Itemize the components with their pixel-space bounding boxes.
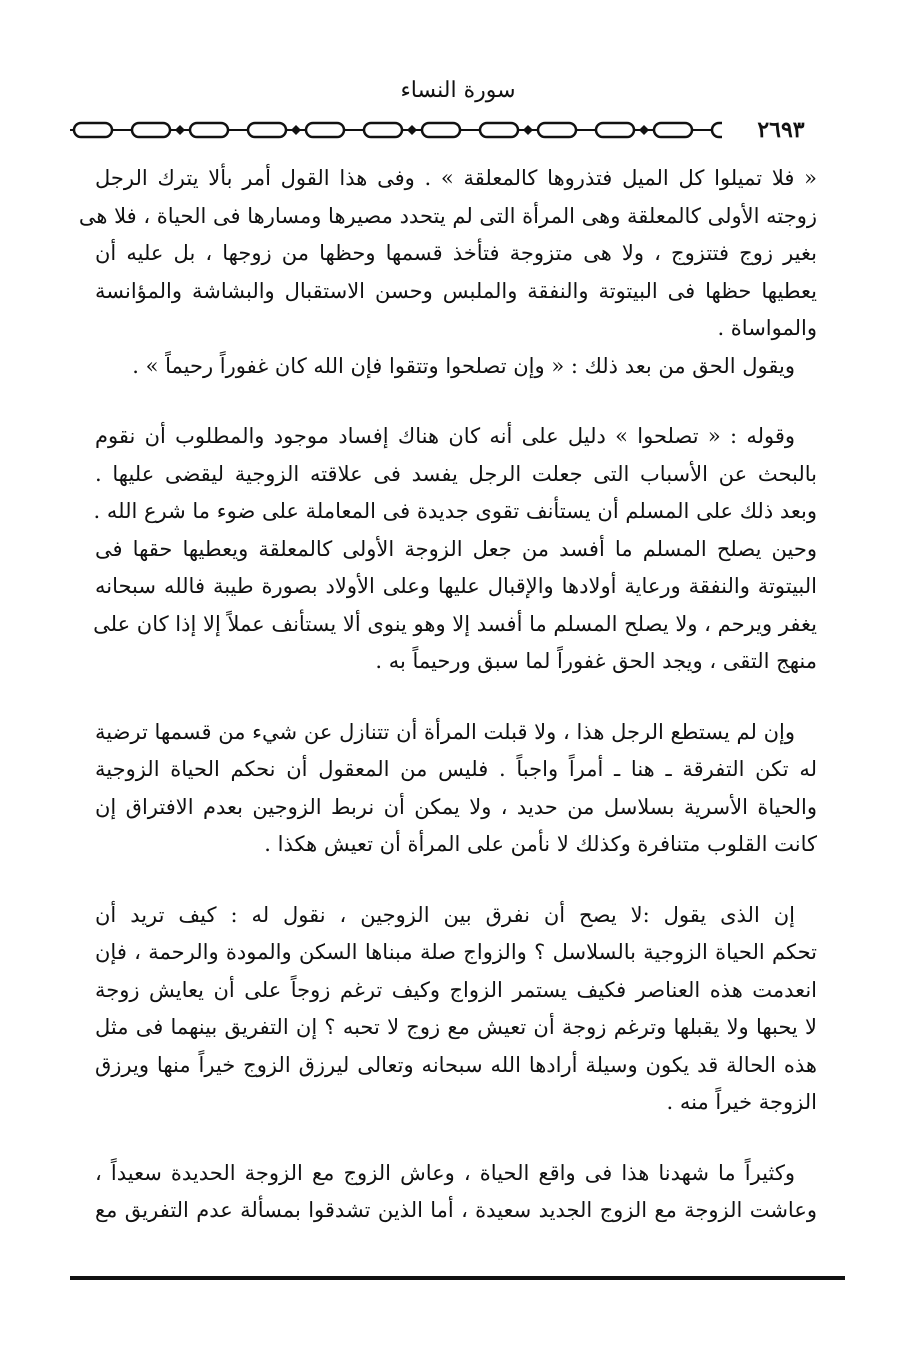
text-line: انعدمت هذه العناصر فكيف يستمر الزواج وكيف ترغم زوجاً على أن يعايش زوجة xyxy=(95,977,817,1002)
paragraph-2 xyxy=(95,418,817,681)
paragraph-5 xyxy=(95,1155,817,1230)
text-line: إن الذى يقول :لا يصح أن نفرق بين الزوجين ، نقول له : كيف تريد أن xyxy=(95,902,795,927)
text-line: بالبحث عن الأسباب التى جعلت الرجل يفسد فى علاقته الزوجية ليقضى عليها . xyxy=(95,461,817,486)
text-line: وبعد ذلك على المسلم أن يستأنف تقوى جديدة فى المعاملة على ضوء ما شرع الله . xyxy=(93,499,817,523)
text-line: زوجته الأولى كالمعلقة وهى المرأة التى لم يتحدد مصيرها ومسارها فى الحياة ، فلا هى xyxy=(78,203,817,228)
text-line: والمواساة . xyxy=(717,316,817,340)
text-line: « فلا تميلوا كل الميل فتذروها كالمعلقة » . وفى هذا القول أمر بألا يترك الرجل xyxy=(95,166,817,190)
text-line: يعطيها حظها فى البيتوتة والنفقة والملبس وحسن الاستقبال والبشاشة والمؤانسة xyxy=(95,278,817,303)
page-number: ٢٦٩٣ xyxy=(722,118,840,142)
footer-rule xyxy=(70,1276,845,1280)
text-line: وحين يصلح المسلم ما أفسد من جعل الزوجة الأولى كالمعلقة ويعطيها حقها فى xyxy=(95,536,817,561)
text-line: وإن لم يستطع الرجل هذا ، ولا قبلت المرأة أن تتنازل عن شيء من قسمها ترضية xyxy=(95,719,795,744)
text-line: منهج التقى ، ويجد الحق غفوراً لما سبق ورحيماً به . xyxy=(375,649,817,673)
paragraph-4 xyxy=(95,897,817,1122)
text-line: وعاشت الزوجة مع الزوج الجديد سعيدة ، أما الذين تشدقوا بمسألة عدم التفريق مع xyxy=(95,1198,817,1222)
text-line: الزوجة خيراً منه . xyxy=(666,1090,817,1114)
text-line: يغفر ويرحم ، ولا يصلح المسلم ما أفسد إلا وهو ينوى ألا يستأنف عملاً إلا إذا كان على xyxy=(93,611,817,636)
paragraph-3 xyxy=(95,714,817,864)
text-line: كانت القلوب متنافرة وكذلك لا نأمن على المرأة أن تعيش هكذا . xyxy=(264,832,817,856)
text-line: وقوله : « تصلحوا » دليل على أنه كان هناك إفساد موجود والمطلوب أن نقوم xyxy=(95,424,795,448)
text-line: البيتوتة والنفقة ورعاية أولادها والإقبال عليها وعلى الأولاد بصورة طيبة فالله سبحانه xyxy=(95,574,817,598)
text-line: له تكن التفرقة ـ هنا ـ أمراً واجباً . فليس من المعقول أن نحكم الحياة الزوجية xyxy=(95,757,817,781)
text-line: وكثيراً ما شهدنا هذا فى واقع الحياة ، وعاش الزوج مع الزوجة الحديدة سعيداً ، xyxy=(95,1160,795,1185)
text-line: هذه الحالة قد يكون وسيلة أرادها الله سبحانه وتعالى ليرزق الزوج خيراً منها ويرزق xyxy=(95,1052,817,1077)
paragraph-1 xyxy=(78,160,817,385)
text-line: والحياة الأسرية بسلاسل من حديد ، ولا يمكن أن نربط الزوجين بعدم الافتراق إن xyxy=(95,794,817,819)
text-line: ويقول الحق من بعد ذلك : « وإن تصلحوا وتتقوا فإن الله كان غفوراً رحيماً » . xyxy=(132,353,795,378)
text-line: بغير زوج فتتزوج ، ولا هى متزوجة فتأخذ قسمها وحظها من زوجها ، بل عليه أن xyxy=(95,241,817,265)
text-line: لا يحبها ولا يقبلها وترغم زوجة أن تعيش مع زوج لا تحبه ؟ إن التفريق بينهما فى مثل xyxy=(95,1015,817,1039)
text-line: تحكم الحياة الزوجية بالسلاسل ؟ والزواج صلة مبناها السكن والمودة والرحمة ، فإن xyxy=(95,940,817,964)
body-text xyxy=(78,160,817,1230)
surah-title: سورة النساء xyxy=(400,78,516,103)
